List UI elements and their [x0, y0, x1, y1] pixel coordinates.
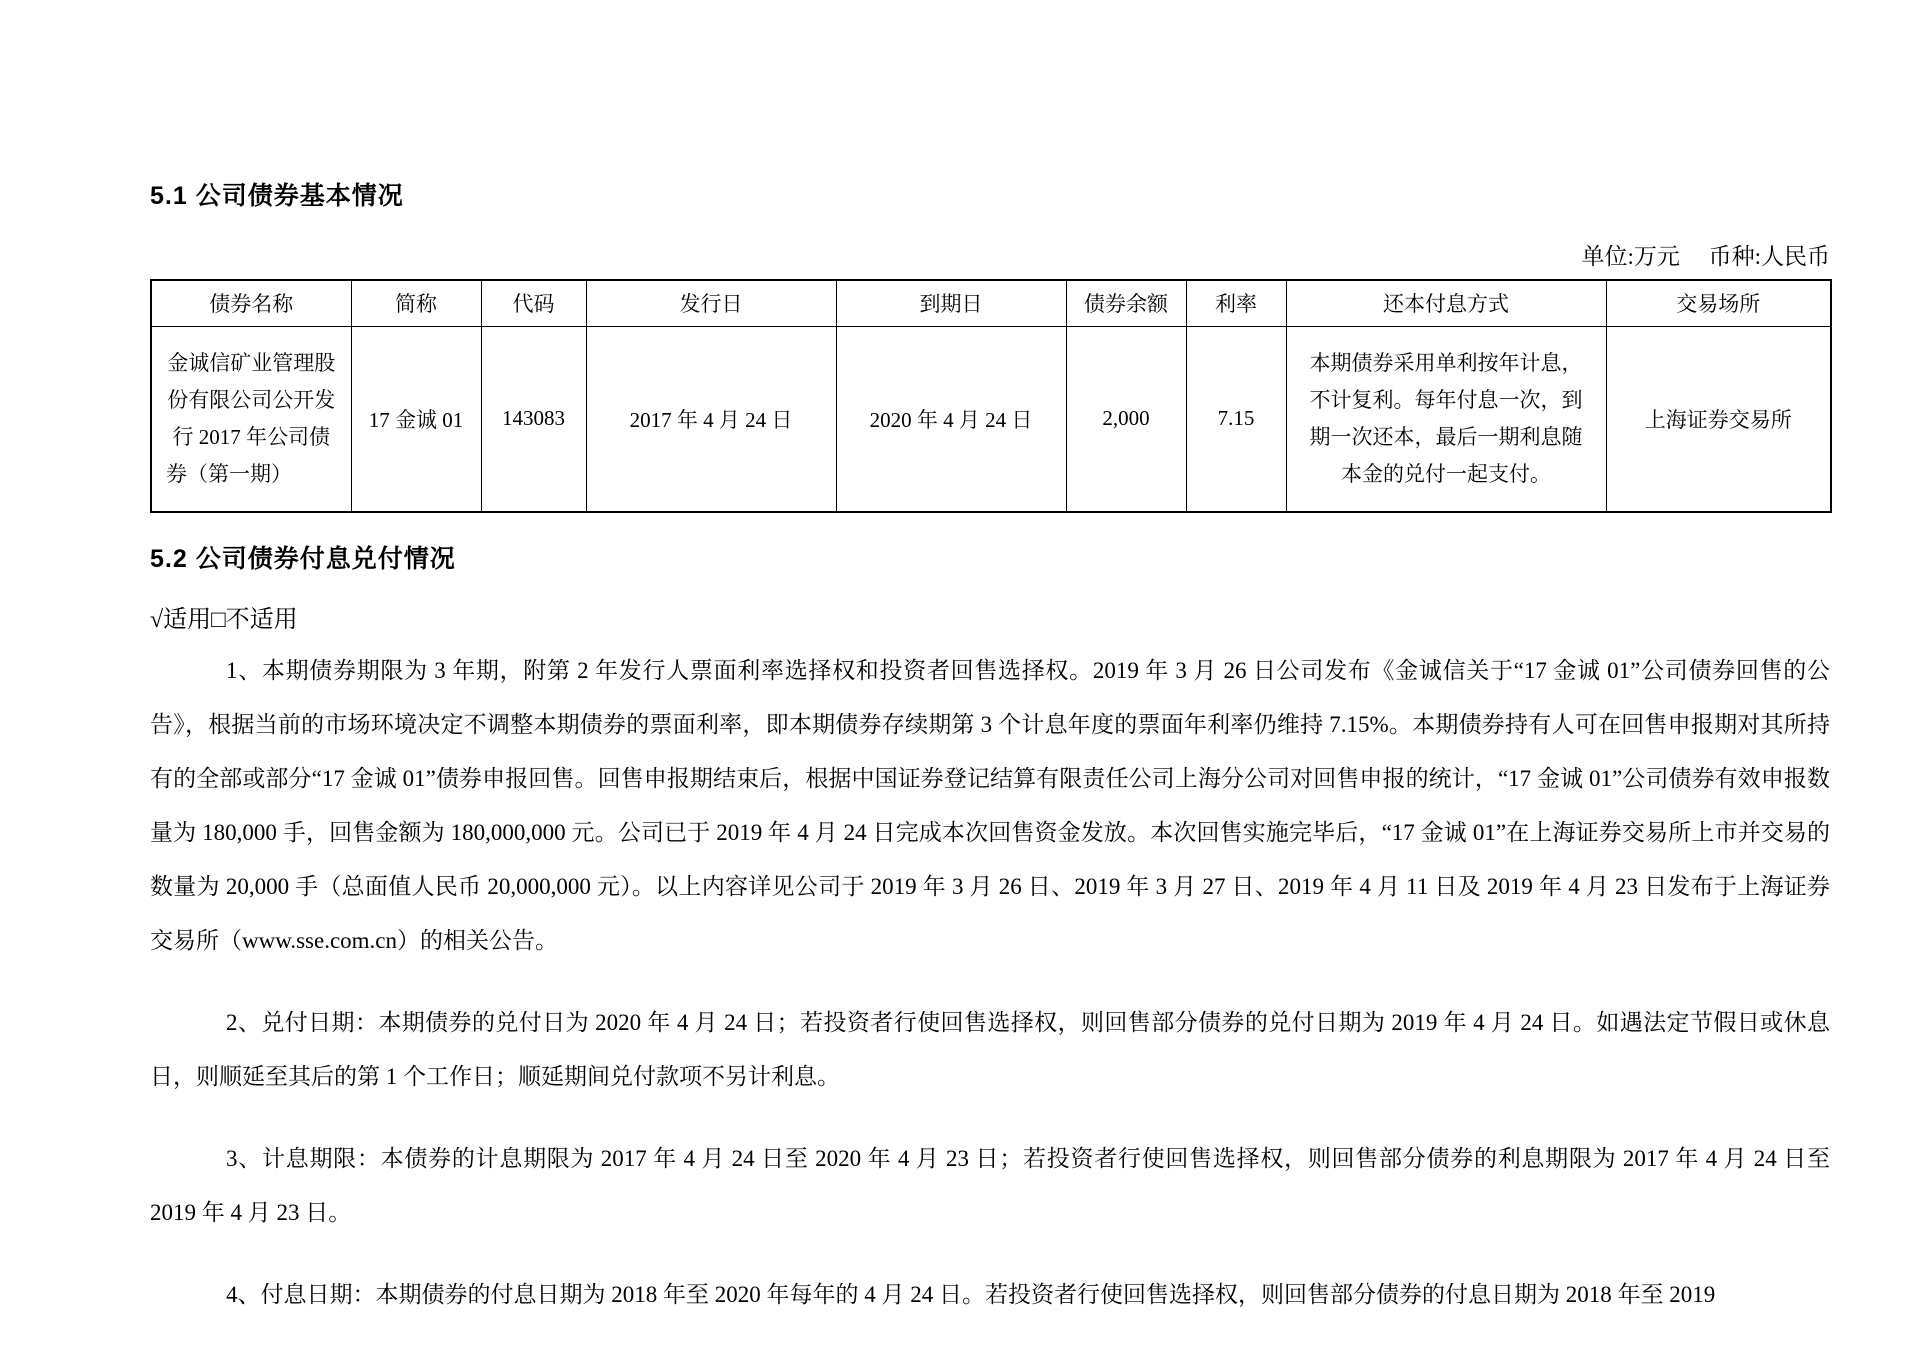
- header-issue-date: 发行日: [586, 280, 836, 326]
- cell-issue-date: 2017 年 4 月 24 日: [586, 326, 836, 512]
- header-balance: 债券余额: [1066, 280, 1186, 326]
- cell-exchange: 上海证券交易所: [1606, 326, 1831, 512]
- cell-repayment-method: 本期债券采用单利按年计息，不计复利。每年付息一次，到期一次还本，最后一期利息随本金的兑付一起支付。: [1286, 326, 1606, 512]
- bond-table-header-row: [151, 280, 1831, 326]
- cell-short-name: 17 金诚 01: [351, 326, 481, 512]
- header-maturity-date: 到期日: [836, 280, 1066, 326]
- paragraph-4: 4、付息日期：本期债券的付息日期为 2018 年至 2020 年每年的 4 月 24 日。若投资者行使回售选择权，则回售部分债券的付息日期为 2018 年至 2019: [226, 1282, 1716, 1307]
- cell-maturity-date: 2020 年 4 月 24 日: [836, 326, 1066, 512]
- header-repayment-method: 还本付息方式: [1286, 280, 1606, 326]
- header-rate: 利率: [1186, 280, 1286, 326]
- cell-balance: 2,000: [1066, 326, 1186, 512]
- unit-currency-note: 单位:万元 币种:人民币: [1581, 244, 1830, 269]
- cell-rate: 7.15: [1186, 326, 1286, 512]
- header-exchange: 交易场所: [1606, 280, 1831, 326]
- bond-table-row: [151, 326, 1831, 512]
- section-5-2-title: 5.2 公司债券付息兑付情况: [150, 545, 456, 573]
- header-code: 代码: [481, 280, 586, 326]
- paragraph-3: 3、计息期限：本债券的计息期限为 2017 年 4 月 24 日至 2020 年 4 月 23 日；若投资者行使回售选择权，则回售部分债券的利息期限为 2017 年 4 月 24 日至 2019 年 4 月 23 日。: [150, 1146, 1831, 1225]
- section-5-1-title: 5.1 公司债券基本情况: [150, 182, 404, 210]
- paragraph-2: 2、兑付日期：本期债券的兑付日为 2020 年 4 月 24 日；若投资者行使回售选择权，则回售部分债券的兑付日期为 2019 年 4 月 24 日。如遇法定节假日或休息日，则顺延至其后的第 1 个工作日；顺延期间兑付款项不另计利息。: [150, 1010, 1830, 1089]
- bond-table: [150, 279, 1832, 513]
- header-bond-name: 债券名称: [151, 280, 351, 326]
- applicability-line: √适用□不适用: [150, 607, 298, 633]
- cell-bond-name: 金诚信矿业管理股份有限公司公开发行 2017 年公司债券（第一期）: [151, 326, 351, 512]
- paragraph-1: 1、本期债券期限为 3 年期，附第 2 年发行人票面利率选择权和投资者回售选择权。2019 年 3 月 26 日公司发布《金诚信关于“17 金诚 01”公司债券回售的公告》，根据当前的市场环境决定不调整本期债券的票面利率，即本期债券存续期第 3 个计息年度的票面年利率仍维持 7.15%。本期债券持有人可在回售申报期对其所持有的全部或部分“17 金诚 01”债券申报回售。回售申报期结束后，根据中国证券登记结算有限责任公司上海分公司对回售申报的统计，“17 金诚 01”公司债券有效申报数量为 180,000 手，回售金额为 180,000,000 元。公司已于 2019 年 4 月 24 日完成本次回售资金发放。本次回售实施完毕后，“17 金诚 01”在上海证券交易所上市并交易的数量为 20,000 手（总面值人民币 20,000,000 元）。以上内容详见公司于 2019 年 3 月 26 日、2019 年 3 月 27 日、2019 年 4 月 11 日及 2019 年 4 月 23 日发布于上海证券交易所（www.sse.com.cn）的相关公告。: [150, 658, 1830, 953]
- cell-code: 143083: [481, 326, 586, 512]
- header-short-name: 简称: [351, 280, 481, 326]
- body-text: [150, 644, 1830, 1322]
